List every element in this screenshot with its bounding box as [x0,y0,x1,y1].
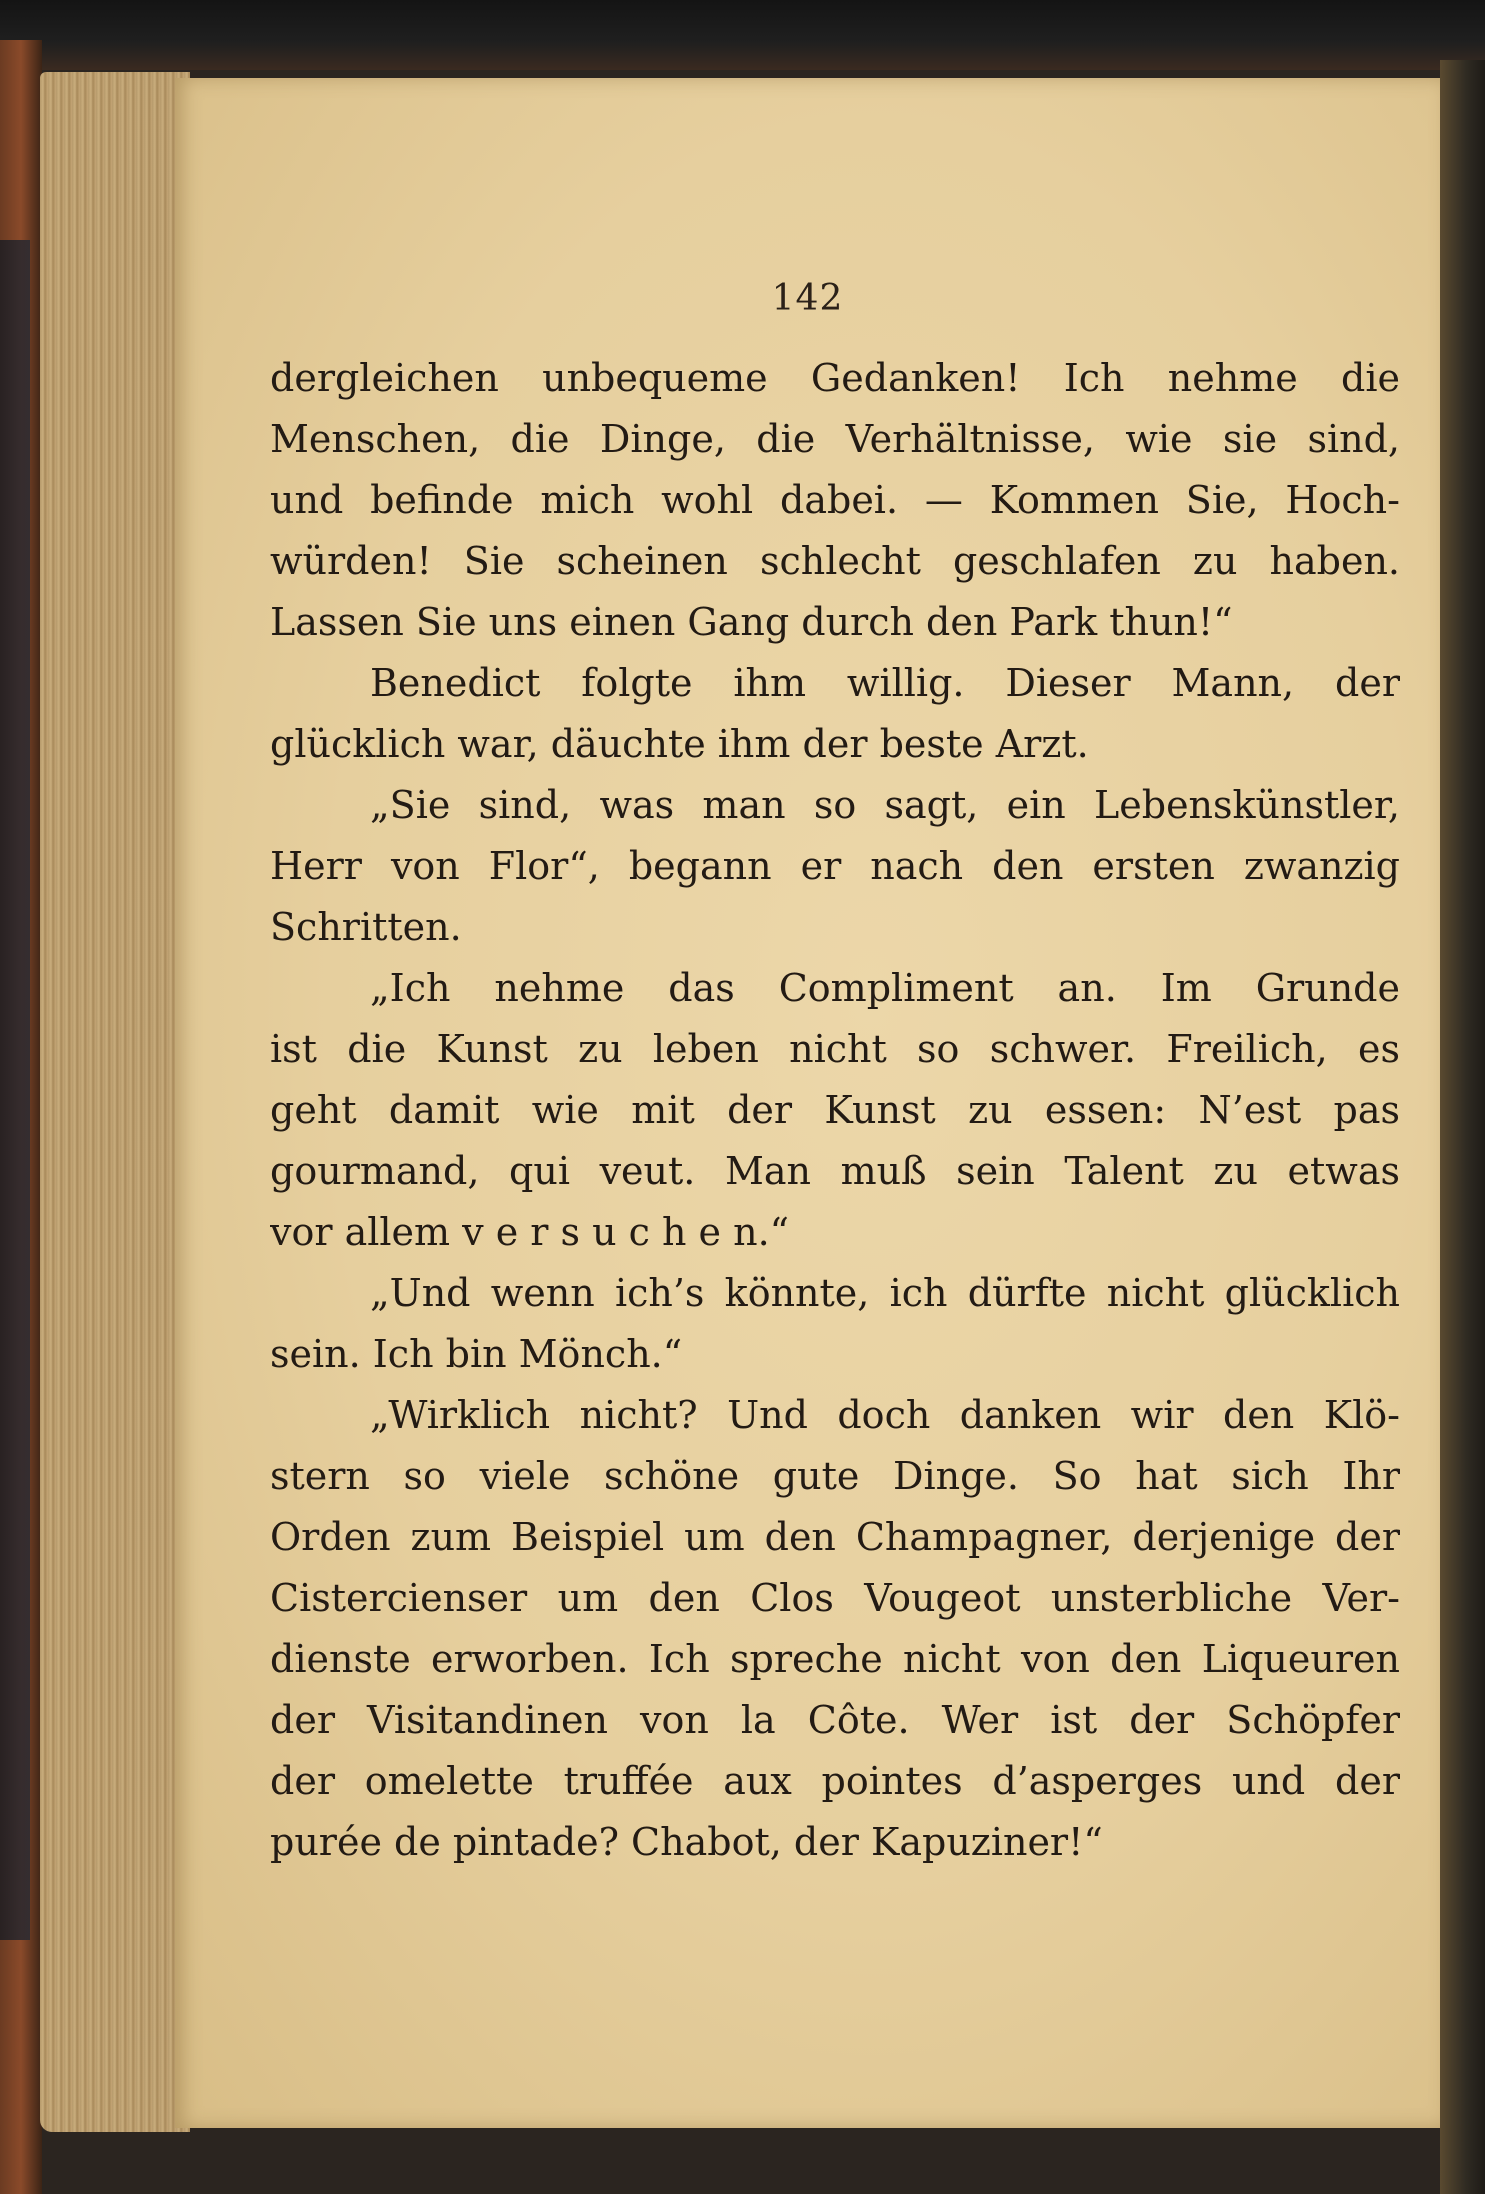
text-line: und befinde mich wohl dabei. — Kommen Sie, Hoch- [270,478,1400,522]
page-text-block [270,348,1400,1873]
text-line: glücklich war, däuchte ihm der beste Arzt. [270,722,1089,766]
text-line: stern so viele schöne gute Dinge. So hat sich Ihr [270,1454,1400,1498]
text-line: dienste erworben. Ich spreche nicht von den Liqueuren [270,1637,1400,1681]
text-line: Herr von Flor“, begann er nach den ersten zwanzig [270,844,1400,888]
text-line: Orden zum Beispiel um den Champagner, derjenige der [270,1515,1400,1559]
text-line: Schritten. [270,905,462,949]
text-line: vor allem v e r s u c h e n.“ [270,1210,790,1254]
book-cover-left-dark-panel [0,240,30,1940]
text-line: „Und wenn ich’s könnte, ich dürfte nicht glücklich [370,1271,1400,1315]
text-line: purée de pintade? Chabot, der Kapuziner!“ [270,1820,1103,1864]
text-line: ist die Kunst zu leben nicht so schwer. Freilich, es [270,1027,1400,1071]
page-number: 142 [771,278,844,319]
book-cover-top-edge [0,0,1485,70]
text-line: sein. Ich bin Mönch.“ [270,1332,683,1376]
text-line: der omelette truffée aux pointes d’asperges und der [270,1759,1400,1803]
text-line: geht damit wie mit der Kunst zu essen: N’est pas [270,1088,1400,1132]
text-line: „Ich nehme das Compliment an. Im Grunde [370,966,1400,1010]
text-line: Lassen Sie uns einen Gang durch den Park thun!“ [270,600,1233,644]
text-line: Cistercienser um den Clos Vougeot unsterbliche Ver- [270,1576,1400,1620]
page-stack-edges [40,72,190,2132]
text-line: gourmand, qui veut. Man muß sein Talent zu etwas [270,1149,1400,1193]
text-line: Menschen, die Dinge, die Verhältnisse, wie sie sind, [270,417,1400,461]
book-gutter [1440,60,1485,2194]
text-line: würden! Sie scheinen schlecht geschlafen zu haben. [270,539,1400,583]
text-line: der Visitandinen von la Côte. Wer ist der Schöpfer [270,1698,1400,1742]
text-line: „Wirklich nicht? Und doch danken wir den Klö- [370,1393,1400,1437]
text-line: „Sie sind, was man so sagt, ein Lebenskünstler, [370,783,1400,827]
text-line: dergleichen unbequeme Gedanken! Ich nehme die [270,356,1400,400]
text-line: Benedict folgte ihm willig. Dieser Mann, der [370,661,1400,705]
